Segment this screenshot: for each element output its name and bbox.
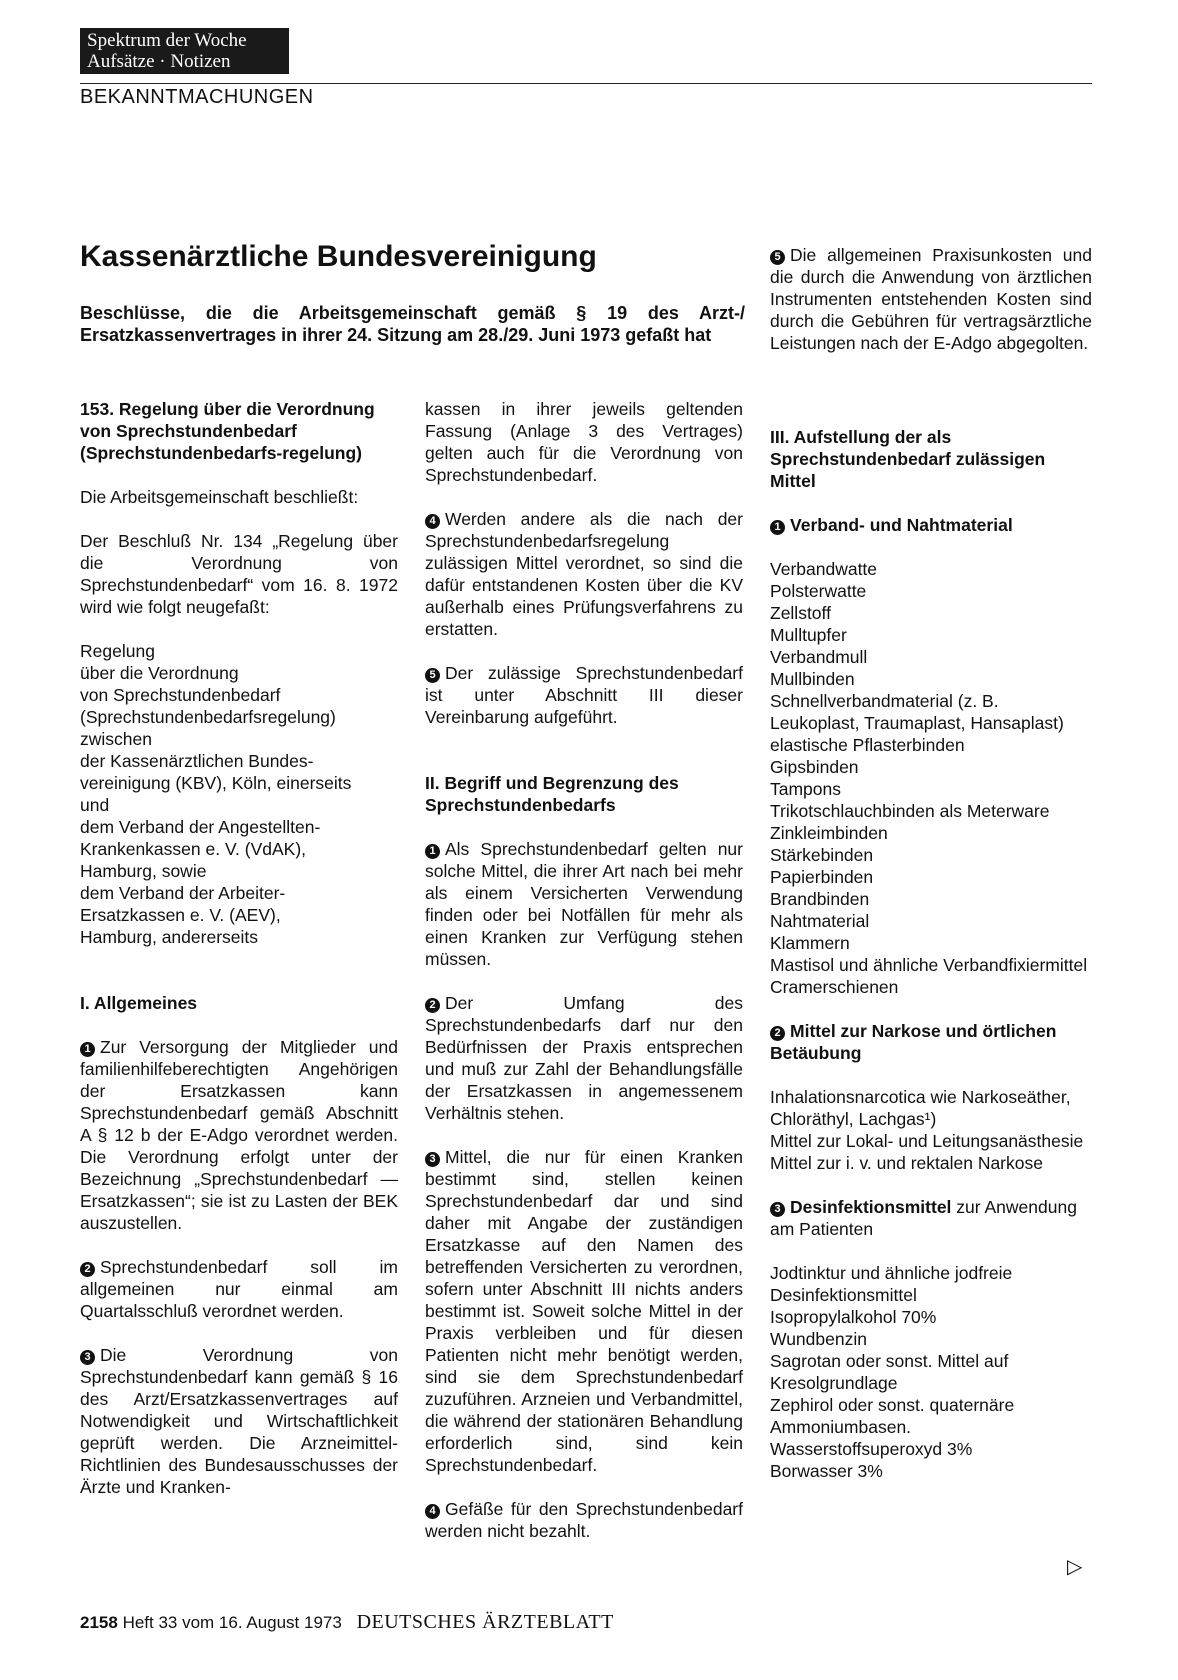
list-item: Tampons xyxy=(770,779,842,799)
number-1-icon: 1 xyxy=(80,1042,95,1057)
contract-line: dem Verband der Arbeiter- xyxy=(80,883,286,903)
list-item: Stärkebinden xyxy=(770,845,874,865)
decision-text: Der Beschluß Nr. 134 „Regelung über die Verordnung von Sprechstundenbedarf“ vom 16. 8. 1972 wird wie folgt neugefaßt: xyxy=(80,531,398,617)
contract-line: (Sprechstundenbedarfsregelung) xyxy=(80,707,336,727)
paragraph-1-5: 5 Der zulässige Sprechstundenbedarf ist unter Abschnitt III dieser Vereinbarung aufgeführt. xyxy=(425,663,743,727)
number-2-icon: 2 xyxy=(80,1262,95,1277)
number-3-icon: 3 xyxy=(770,1202,785,1217)
contract-line: Regelung xyxy=(80,641,155,661)
list-item: Nahtmaterial xyxy=(770,911,870,931)
paragraph-1-3: 3 Die Verordnung von Sprechstundenbedarf kann gemäß § 16 des Arzt/Ersatzkassenvertrages auf Notwendigkeit und Wirtschaftlichkeit geprüft werden. Die Arzneimittel-Richtlinien des Bundesausschusses der Ärzte und Kranken- xyxy=(80,1345,398,1497)
contract-parties xyxy=(80,640,398,948)
list-item: Cramerschienen xyxy=(770,977,899,997)
contract-line: dem Verband der Angestellten- xyxy=(80,817,321,837)
journal-name: DEUTSCHES ÄRZTEBLATT xyxy=(356,1611,614,1633)
continue-arrow-icon: ▷ xyxy=(1067,1556,1083,1578)
list-item: Zellstoff xyxy=(770,603,831,623)
section-1-heading: I. Allgemeines xyxy=(80,993,198,1013)
number-1-icon: 1 xyxy=(770,520,785,535)
column-1 xyxy=(80,398,398,1498)
list-item: Verbandwatte xyxy=(770,559,878,579)
number-2-icon: 2 xyxy=(770,1026,785,1041)
list-item: Borwasser 3% xyxy=(770,1461,883,1481)
list-item: Mittel zur i. v. und rektalen Narkose xyxy=(770,1153,1043,1173)
contract-line: Hamburg, sowie xyxy=(80,861,207,881)
column-3 xyxy=(770,426,1092,1482)
paragraph-1-1: 1 Zur Versorgung der Mitglieder und familienhilfeberechtigten Angehörigen der Ersatzkassen kann Sprechstundenbedarf gemäß Abschnitt A § 12 b der E-Adgo verordnet werden. Die Verordnung erfolgt unter der Bezeichnung „Sprechstundenbedarf — Ersatzkassen“; sie ist zu Lasten der BEK auszustellen. xyxy=(80,1037,398,1233)
list-item: Sagrotan oder sonst. Mittel auf Kresolgrundlage xyxy=(770,1351,1009,1393)
contract-line: vereinigung (KBV), Köln, einerseits xyxy=(80,773,352,793)
page-number: 2158 xyxy=(80,1613,118,1632)
number-5-icon: 5 xyxy=(425,668,440,683)
list-item: Mulltupfer xyxy=(770,625,847,645)
contract-line: und xyxy=(80,795,110,815)
list-item: Mittel zur Lokal- und Leitungsanästhesie xyxy=(770,1131,1084,1151)
issue-info: Heft 33 vom 16. August 1973 xyxy=(122,1613,342,1632)
list-item: Gipsbinden xyxy=(770,757,859,777)
contract-line: Krankenkassen e. V. (VdAK), xyxy=(80,839,307,859)
section-3-heading: III. Aufstellung der als Sprechstundenbedarf zulässigen Mittel xyxy=(770,427,1046,491)
rubric-box xyxy=(80,28,289,74)
list-item: elastische Pflasterbinden xyxy=(770,735,965,755)
list-item: Wundbenzin xyxy=(770,1329,867,1349)
paragraph-1-2: 2 Sprechstundenbedarf soll im allgemeinen nur einmal am Quartalsschluß verordnet werden. xyxy=(80,1257,398,1321)
paragraph-2-1: 1 Als Sprechstundenbedarf gelten nur solche Mittel, die ihrer Art nach bei mehr als einem Versicherten Verwendung finden oder bei Notfällen für mehr als einen Kranken zur Verfügung stehen müssen. xyxy=(425,839,743,969)
contract-line: von Sprechstundenbedarf xyxy=(80,685,281,705)
rubric-line-2: Aufsätze · Notizen xyxy=(87,51,231,72)
paragraph-2-4: 4 Gefäße für den Sprechstundenbedarf werden nicht bezahlt. xyxy=(425,1499,743,1541)
group-3-heading: 3 Desinfektionsmittel zur Anwendung am Patienten xyxy=(770,1197,1077,1239)
contract-line: über die Verordnung xyxy=(80,663,239,683)
header-rule xyxy=(80,83,1092,84)
list-item: Klammern xyxy=(770,933,850,953)
paragraph-2-3: 3 Mittel, die nur für einen Kranken bestimmt sind, stellen keinen Sprechstundenbedarf dar und sind daher mit Angabe der zuständigen Ersatzkasse auf den Namen des betreffenden Versicherten zu verordnen, sofern unter Abschnitt III nichts anders bestimmt ist. Soweit solche Mittel in der Praxis verbleiben und für diesen Patienten nicht mehr benötigt werden, sind sie dem Sprechstundenbedarf zuzuführen. Arzneien und Verbandmittel, die während der stationären Behandlung erforderlich sind, sind kein Sprechstundenbedarf. xyxy=(425,1147,743,1475)
list-item: Mastisol und ähnliche Verbandfixiermittel xyxy=(770,955,1088,975)
number-3-icon: 3 xyxy=(80,1350,95,1365)
regulation-heading: 153. Regelung über die Verordnung von Sprechstundenbedarf (Sprechstundenbedarfs-regelung) xyxy=(80,399,375,463)
group-2-list xyxy=(770,1086,1092,1174)
column-3-top xyxy=(770,244,1092,354)
list-item: Trikotschlauchbinden als Meterware xyxy=(770,801,1050,821)
list-item: Zinkleimbinden xyxy=(770,823,888,843)
paragraph-1-3-continued: kassen in ihrer jeweils geltenden Fassung (Anlage 3 des Vertrages) gelten auch für die Verordnung von Sprechstundenbedarf. xyxy=(425,399,743,485)
group-1-heading: 1 Verband- und Nahtmaterial xyxy=(770,514,1092,536)
group-2-heading: 2 Mittel zur Narkose und örtlichen Betäubung xyxy=(770,1021,1057,1063)
contract-line: zwischen xyxy=(80,729,152,749)
paragraph-2-2: 2 Der Umfang des Sprechstundenbedarfs darf nur den Bedürfnissen der Praxis entsprechen und muß zur Zahl der Behandlungsfälle der Ersatzkassen in angemessenem Verhältnis stehen. xyxy=(425,993,743,1123)
contract-line: der Kassenärztlichen Bundes- xyxy=(80,751,314,771)
list-item: Polsterwatte xyxy=(770,581,867,601)
organization-title: Kassenärztliche Bundesvereinigung xyxy=(80,240,597,273)
number-3-icon: 3 xyxy=(425,1152,440,1167)
list-item: Verbandmull xyxy=(770,647,868,667)
number-4-icon: 4 xyxy=(425,1504,440,1519)
section-2-heading: II. Begriff und Begrenzung des Sprechstundenbedarfs xyxy=(425,773,679,815)
list-item: Schnellverbandmaterial (z. B. Leukoplast, Traumaplast, Hansaplast) xyxy=(770,691,1064,733)
group-3-list xyxy=(770,1262,1092,1482)
page-footer xyxy=(80,1611,614,1634)
list-item: Papierbinden xyxy=(770,867,874,887)
number-1-icon: 1 xyxy=(425,844,440,859)
list-item: Zephirol oder sonst. quaternäre Ammoniumbasen. xyxy=(770,1395,1015,1437)
paragraph-2-5: 5 Die allgemeinen Praxisunkosten und die durch die Anwendung von ärztlichen Instrumenten entstehenden Kosten sind durch die Gebühren für vertragsärztliche Leistungen nach der E-Adgo abgegolten. xyxy=(770,245,1092,353)
contract-line: Ersatzkassen e. V. (AEV), xyxy=(80,905,281,925)
list-item: Inhalationsnarcotica wie Narkoseäther, Chloräthyl, Lachgas¹) xyxy=(770,1087,1071,1129)
contract-line: Hamburg, andererseits xyxy=(80,927,258,947)
section-label: BEKANNTMACHUNGEN xyxy=(80,86,314,108)
intro-text: Die Arbeitsgemeinschaft beschließt: xyxy=(80,487,359,507)
list-item: Wasserstoffsuperoxyd 3% xyxy=(770,1439,973,1459)
list-item: Jodtinktur und ähnliche jodfreie Desinfektionsmittel xyxy=(770,1263,1013,1305)
list-item: Mullbinden xyxy=(770,669,855,689)
rubric-line-1: Spektrum der Woche xyxy=(87,30,247,51)
number-4-icon: 4 xyxy=(425,514,440,529)
paragraph-1-4: 4 Werden andere als die nach der Sprechstundenbedarfsregelung zulässigen Mittel verordnet, so sind die dafür entstandenen Kosten über die KV außerhalb eines Prüfungsverfahrens zu erstatten. xyxy=(425,509,743,639)
list-item: Brandbinden xyxy=(770,889,870,909)
column-2 xyxy=(425,398,743,1542)
number-2-icon: 2 xyxy=(425,998,440,1013)
number-5-icon: 5 xyxy=(770,250,785,265)
list-item: Isopropylalkohol 70% xyxy=(770,1307,937,1327)
article-subtitle: Beschlüsse, die die Arbeitsgemeinschaft gemäß § 19 des Arzt-/ Ersatzkassenvertrages in ihrer 24. Sitzung am 28./29. Juni 1973 gefaßt hat xyxy=(80,303,745,345)
group-1-list xyxy=(770,558,1092,998)
